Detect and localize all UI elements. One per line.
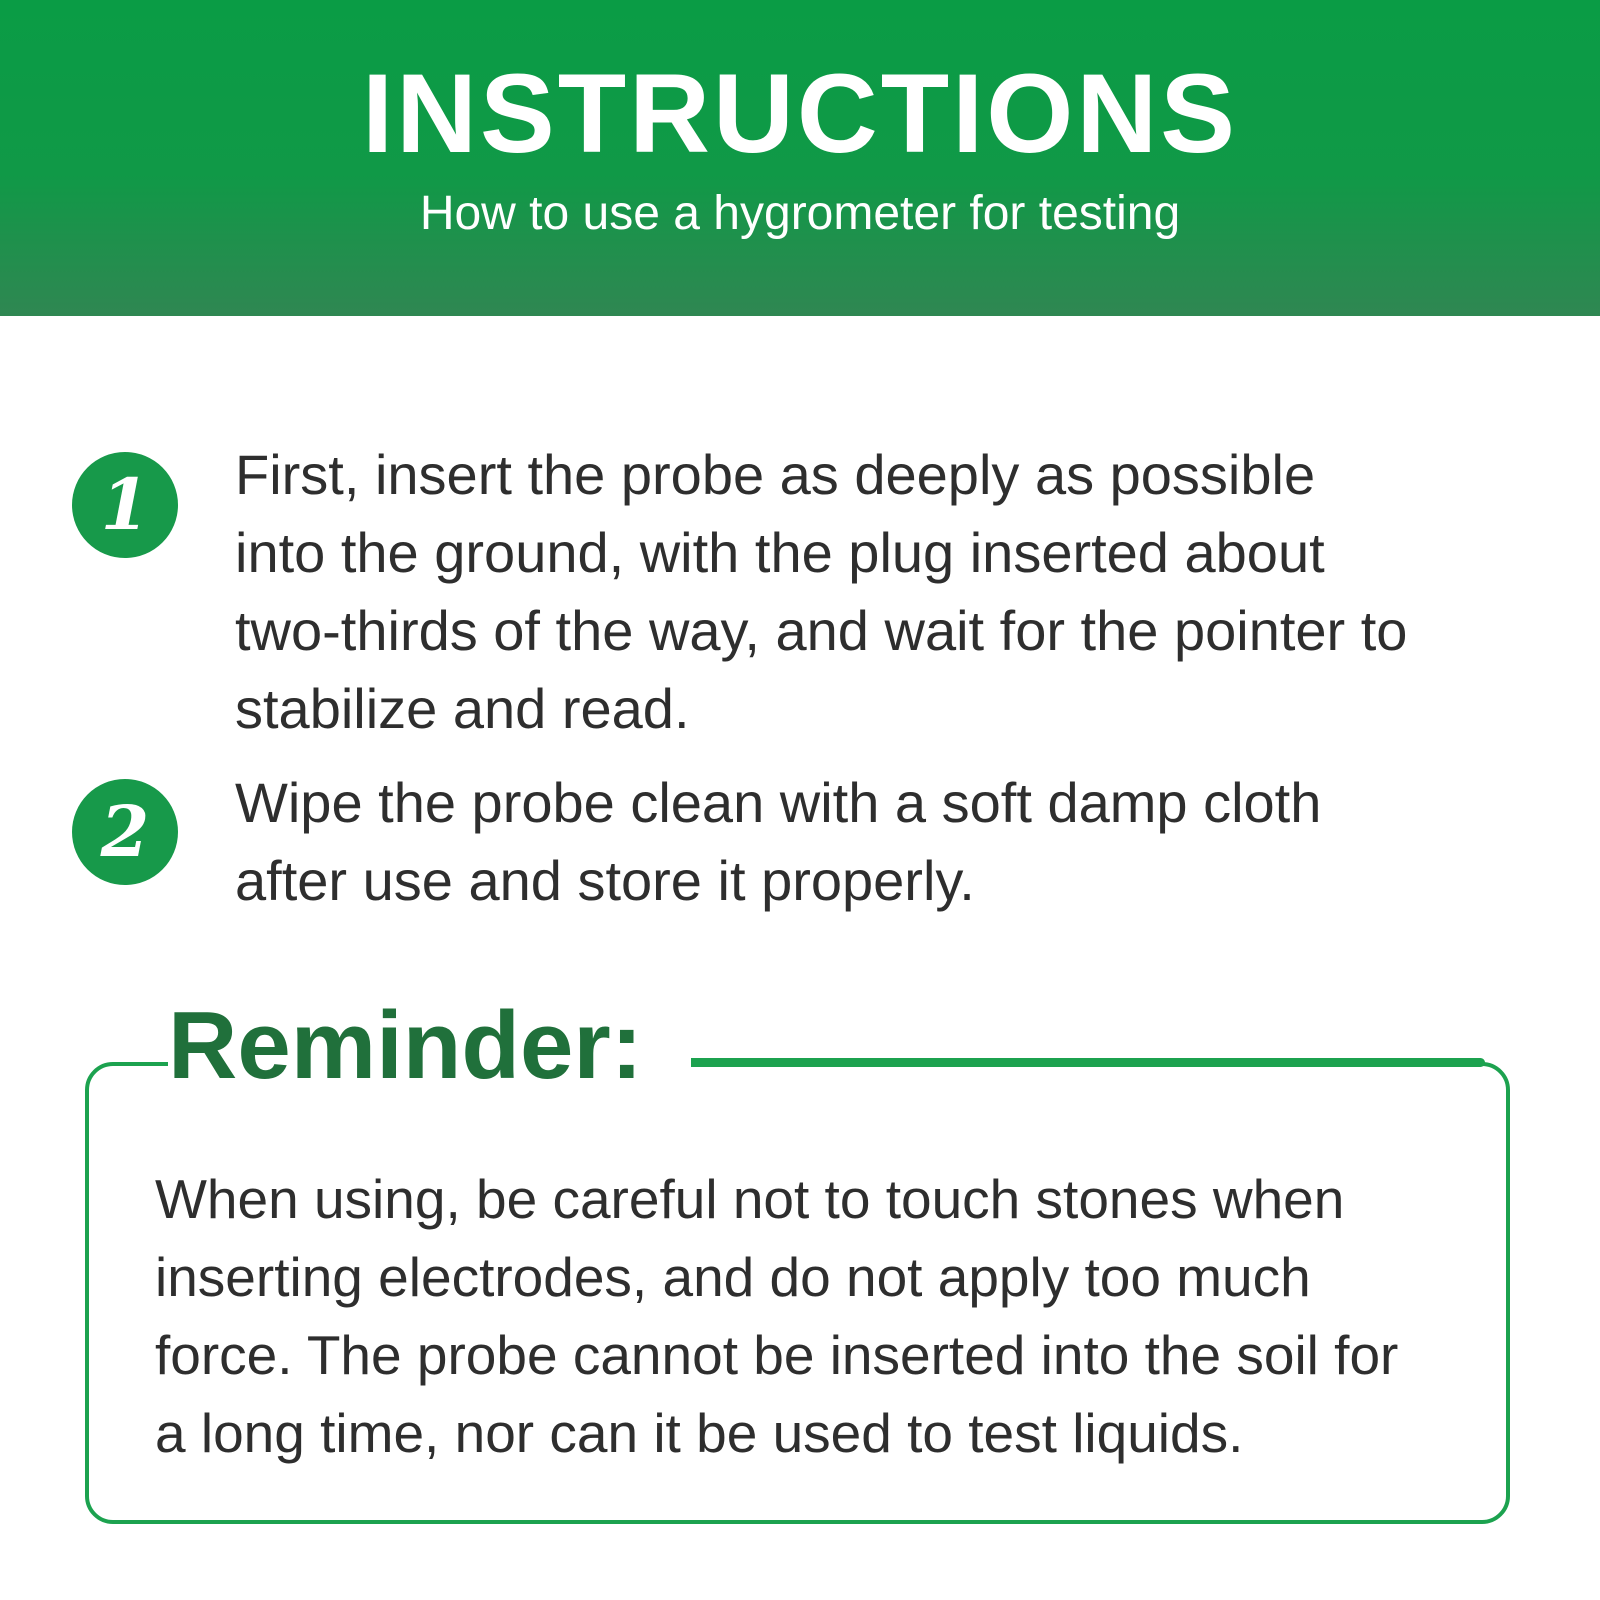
page-subtitle: How to use a hygrometer for testing: [419, 187, 1181, 240]
page-title: INSTRUCTIONS: [362, 51, 1238, 176]
header-banner: [0, 0, 1600, 316]
step-2-text: Wipe the probe clean with a soft damp cloth after use and store it properly.: [235, 771, 1322, 912]
reminder-divider-line: [645, 1058, 1485, 1067]
step-2-number-badge: 2: [72, 779, 178, 885]
reminder-heading: Reminder:: [168, 996, 691, 1096]
step-1-number-badge: 1: [72, 452, 178, 558]
step-1-text: First, insert the probe as deeply as possible into the ground, with the plug inserted about two-thirds of the way, and wait for the pointer to stabilize and read.: [235, 443, 1408, 740]
reminder-text: When using, be careful not to touch stones when inserting electrodes, and do not apply too much force. The probe cannot be inserted into the soil for a long time, nor can it be used to test liquids.: [155, 1168, 1399, 1464]
